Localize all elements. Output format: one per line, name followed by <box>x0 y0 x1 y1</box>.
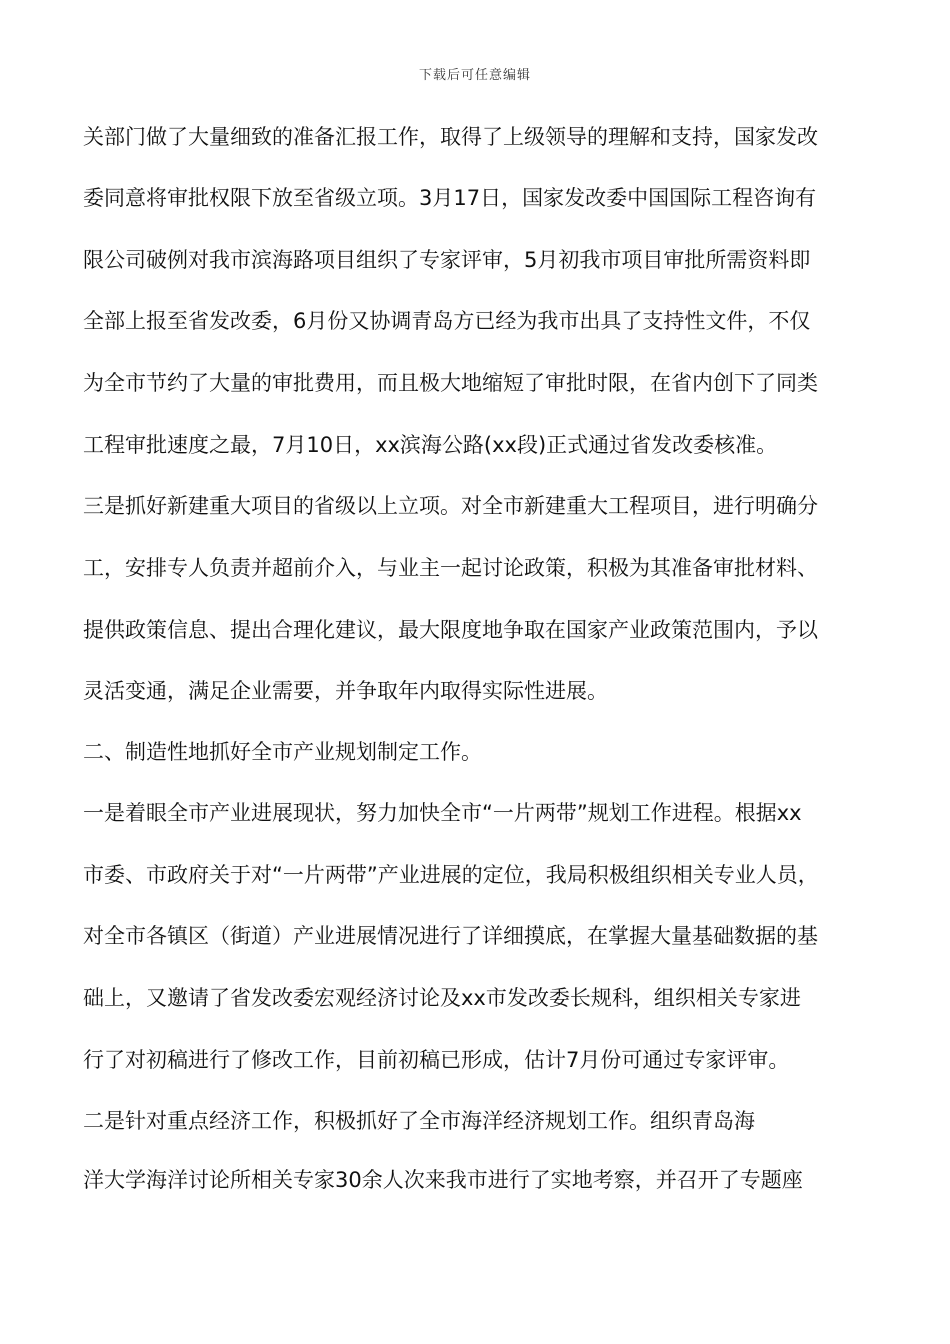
paragraph-line: 为全市节约了大量的审批费用，而且极大地缩短了审批时限，在省内创下了同类 <box>83 371 818 395</box>
section-heading: 二、制造性地抓好全市产业规划制定工作。 <box>83 740 482 764</box>
page-header: 下载后可任意编辑 <box>418 68 531 83</box>
paragraph-line: 础上，又邀请了省发改委宏观经济讨论及xx市发改委长规科，组织相关专家进 <box>83 986 801 1010</box>
paragraph-line: 洋大学海洋讨论所相关专家30余人次来我市进行了实地考察，并召开了专题座 <box>83 1168 803 1192</box>
paragraph-line: 关部门做了大量细致的准备汇报工作，取得了上级领导的理解和支持，国家发改 <box>83 125 818 149</box>
paragraph-line: 灵活变通，满足企业需要，并争取年内取得实际性进展。 <box>83 679 608 703</box>
paragraph-line: 限公司破例对我市滨海路项目组织了专家评审，5月初我市项目审批所需资料即 <box>83 248 811 272</box>
paragraph-line: 对全市各镇区（街道）产业进展情况进行了详细摸底，在掌握大量基础数据的基 <box>83 924 818 948</box>
paragraph-line: 市委、市政府关于对“一片两带”产业进展的定位，我局积极组织相关专业人员， <box>83 863 819 887</box>
paragraph-line: 三是抓好新建重大项目的省级以上立项。对全市新建重大工程项目，进行明确分 <box>83 494 818 518</box>
paragraph-line: 提供政策信息、提出合理化建议，最大限度地争取在国家产业政策范围内，予以 <box>83 618 818 642</box>
paragraph-line: 行了对初稿进行了修改工作，目前初稿已形成，估计7月份可通过专家评审。 <box>83 1048 790 1072</box>
paragraph-line: 全部上报至省发改委，6月份又协调青岛方已经为我市出具了支持性文件，不仅 <box>83 309 811 333</box>
paragraph-line: 工，安排专人负责并超前介入，与业主一起讨论政策，积极为其准备审批材料、 <box>83 556 818 580</box>
paragraph-line: 二是针对重点经济工作，积极抓好了全市海洋经济规划工作。组织青岛海 <box>83 1109 755 1133</box>
paragraph-line: 一是着眼全市产业进展现状，努力加快全市“一片两带”规划工作进程。根据xx <box>83 801 802 825</box>
paragraph-line: 工程审批速度之最，7月10日，xx滨海公路(xx段)正式通过省发改委核准。 <box>83 433 778 457</box>
paragraph-line: 委同意将审批权限下放至省级立项。3月17日，国家发改委中国国际工程咨询有 <box>83 186 817 210</box>
